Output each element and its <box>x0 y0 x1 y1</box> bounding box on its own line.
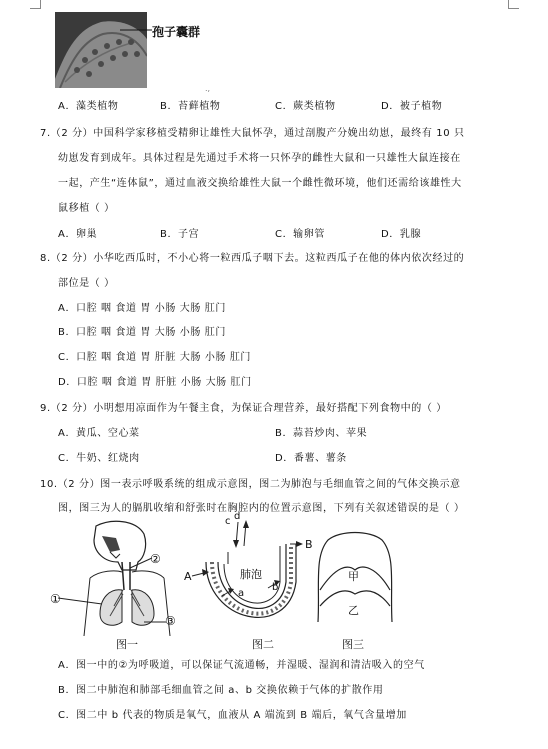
q10-option-a[interactable]: A．图一中的②为呼吸道，可以保证气流通畅，并湿暖、湿润和清洁吸入的空气 <box>58 660 425 671</box>
fig2-label-B: B <box>305 538 313 551</box>
q7-stem-line-4: 鼠移植（ ） <box>58 203 115 214</box>
q7-option-b[interactable]: B．子宫 <box>160 229 200 240</box>
fern-leaf-graphic <box>55 12 147 88</box>
page-corner-mark-left <box>30 0 41 9</box>
fig2-label-c: c <box>225 516 231 527</box>
edit-mark: ., <box>205 84 211 93</box>
q8-option-d[interactable]: D．口腔 咽 食道 胃 肝脏 小肠 大肠 肛门 <box>58 377 252 388</box>
page-corner-mark-right <box>508 0 519 9</box>
q9-option-c[interactable]: C．牛奶、红烧肉 <box>58 453 140 464</box>
q8-stem-line-2: 部位是（ ） <box>58 278 115 289</box>
q6-option-d[interactable]: D．被子植物 <box>381 101 443 112</box>
fig2-label-d: d <box>234 511 241 522</box>
q6-option-b[interactable]: B．苔藓植物 <box>160 101 221 112</box>
q7-option-c[interactable]: C．输卵管 <box>275 229 325 240</box>
q10-stem-line-1: 10.（2 分）图一表示呼吸系统的组成示意图，图二为肺泡与毛细血管之间的气体交换示意 <box>40 479 461 490</box>
q6-option-a[interactable]: A．藻类植物 <box>58 101 119 112</box>
q9-option-a[interactable]: A．黄瓜、空心菜 <box>58 428 140 439</box>
q8-option-c[interactable]: C．口腔 咽 食道 胃 肝脏 大肠 小肠 肛门 <box>58 352 252 363</box>
q9-stem: 9.（2 分）小明想用凉面作为午餐主食，为保证合理营养，最好搭配下列食物中的（ ） <box>40 403 447 414</box>
q7-option-a[interactable]: A．卵巢 <box>58 229 98 240</box>
q8-option-a[interactable]: A．口腔 咽 食道 胃 小肠 大肠 肛门 <box>58 303 226 314</box>
q6-option-c[interactable]: C．蕨类植物 <box>275 101 336 112</box>
q7-stem-line-1: 7.（2 分）中国科学家移植受精卵让雄性大鼠怀孕，通过剖腹产分娩出幼崽，最终有 10 只 <box>40 128 465 139</box>
q8-stem-line-1: 8.（2 分）小华吃西瓜时，不小心将一粒西瓜子咽下去。这粒西瓜子在他的体内依次经过的 <box>40 253 465 264</box>
fig2-label-a: a <box>238 588 245 599</box>
q10-stem-line-2: 图，图三为人的膈肌收缩和舒张时在胸腔内的位置示意图，下列有关叙述错误的是（ ） <box>58 503 465 514</box>
fern-sporangia-photo <box>55 12 147 88</box>
fig2-label-A: A <box>184 570 192 583</box>
fig1-label-3: ③ <box>165 614 176 628</box>
fig2-label-alveolus: 肺泡 <box>240 568 262 581</box>
fig3-caption: 图三 <box>342 638 364 651</box>
fig1-label-2: ② <box>150 552 161 566</box>
fig3-label-yi: 乙 <box>348 604 359 617</box>
sporangia-callout-label: 孢子囊群 <box>152 25 201 39</box>
q9-option-d[interactable]: D．番薯、薯条 <box>275 453 347 464</box>
q7-stem-line-3: 一起，产生“连体鼠”，通过血液交换给雄性大鼠一个雌性微环境，他们还需给该雄性大 <box>58 178 462 189</box>
q8-option-b[interactable]: B．口腔 咽 食道 胃 大肠 小肠 肛门 <box>58 327 226 338</box>
fig1-caption: 图一 <box>116 638 138 651</box>
q9-option-b[interactable]: B．蒜苔炒肉、苹果 <box>275 428 368 439</box>
q10-option-c[interactable]: C．图二中 b 代表的物质是氧气，血液从 A 端流到 B 端后，氧气含量增加 <box>58 710 407 721</box>
q7-option-d[interactable]: D．乳腺 <box>381 229 422 240</box>
fig1-label-1: ① <box>50 592 61 606</box>
fig2-caption: 图二 <box>252 638 274 651</box>
fig2-label-b: b <box>272 582 279 593</box>
q7-stem-line-2: 幼崽发育到成年。具体过程是先通过手术将一只怀孕的雌性大鼠和一只雄性大鼠连接在 <box>58 153 461 164</box>
fig3-label-jia: 甲 <box>348 570 359 583</box>
q10-option-b[interactable]: B．图二中肺泡和肺部毛细血管之间 a、b 交换依赖于气体的扩散作用 <box>58 685 384 696</box>
